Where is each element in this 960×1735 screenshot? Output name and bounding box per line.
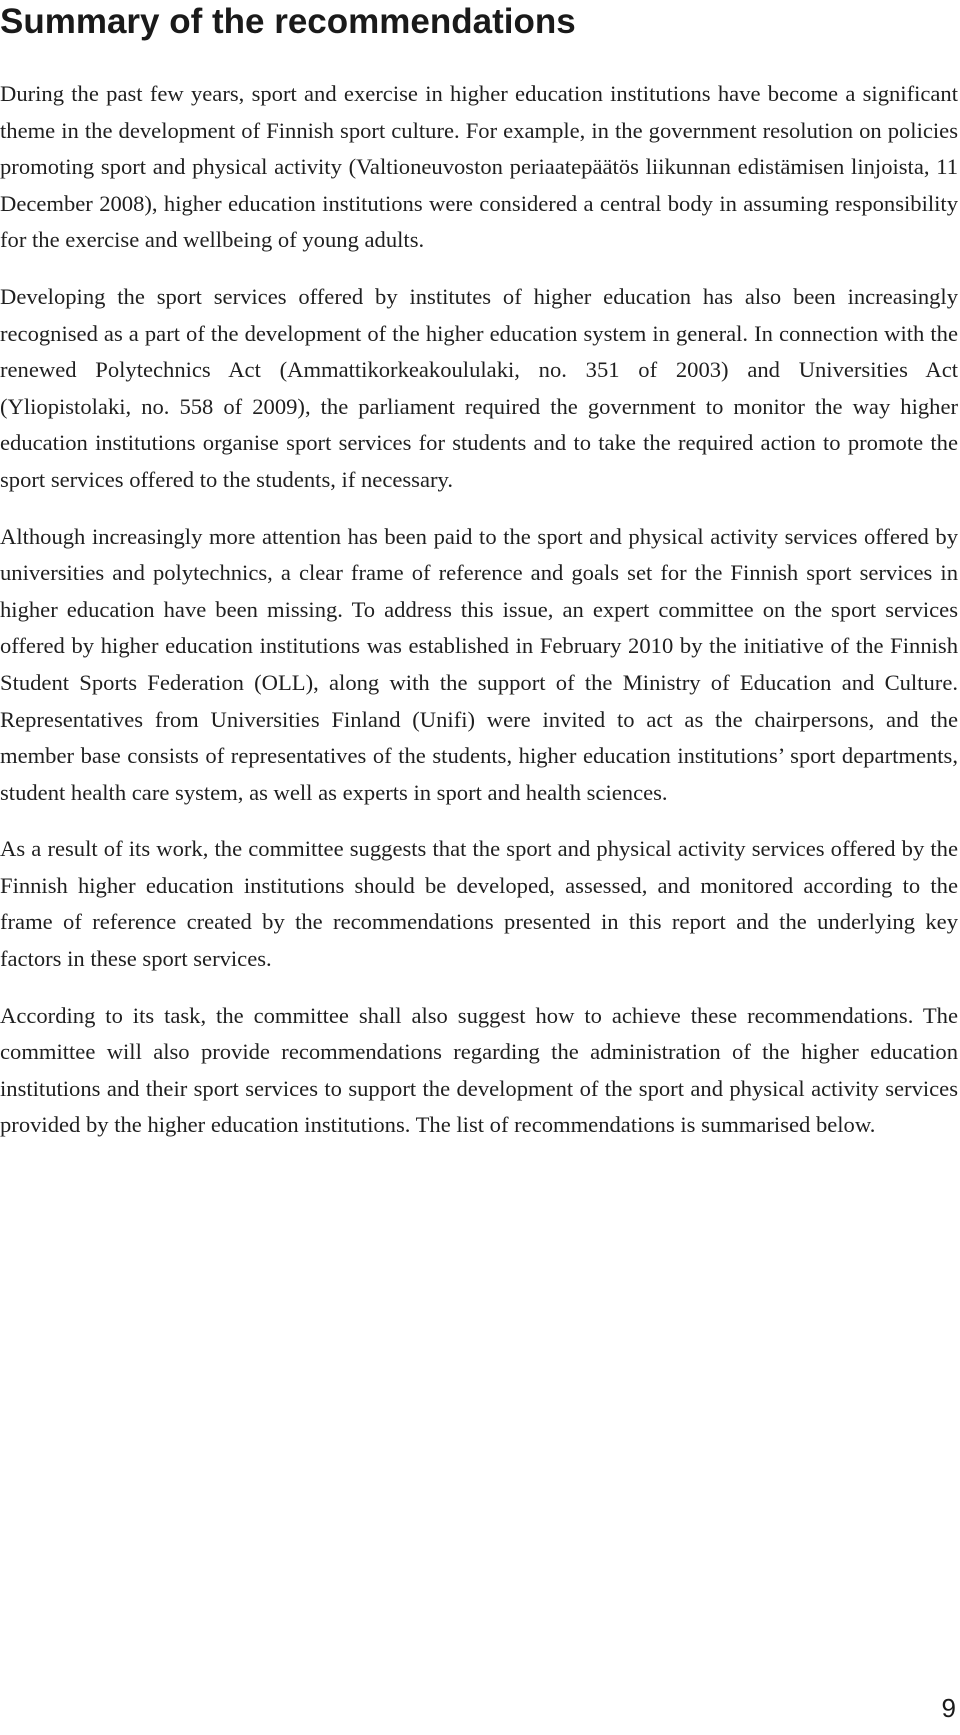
- paragraph: According to its task, the committee shall also suggest how to achieve these recommendations. The committee will also provide recommendations regarding the administration of the higher education institutions and their sport services to support the development of the sport and physical activity services provided by the higher education institutions. The list of recommendations is summarised below.: [0, 1002, 958, 1138]
- paragraph: As a result of its work, the committee suggests that the sport and physical activity services offered by the Finnish higher education institutions should be developed, assessed, and monitored according to the frame of reference created by the recommendations presented in this report and the underlying key factors in these sport services.: [0, 836, 958, 972]
- paragraph: Developing the sport services offered by institutes of higher education has also been increasingly recognised as a part of the development of the higher education system in general. In connection with the renewed Polytechnics Act (Ammattikorkeakoululaki, no. 351 of 2003) and Universities Act (Yliopistolaki, no. 558 of 2009), the parliament required the government to monitor the way higher education institutions organise sport services for students and to take the required action to promote the sport services offered to the students, if necessary.: [0, 283, 958, 492]
- body-text: [0, 76, 958, 1164]
- paragraph: During the past few years, sport and exercise in higher education institutions have become a significant theme in the development of Finnish sport culture. For example, in the government resolution on policies promoting sport and physical activity (Valtioneuvoston periaatepäätös liikunnan edistämisen linjoista, 11 December 2008), higher education institutions were considered a central body in assuming responsibility for the exercise and wellbeing of young adults.: [0, 81, 958, 253]
- page-number: 9: [941, 1693, 956, 1723]
- paragraph: Although increasingly more attention has been paid to the sport and physical activity services offered by universities and polytechnics, a clear frame of reference and goals set for the Finnish sport services in higher education have been missing. To address this issue, an expert committee on the sport services offered by higher education institutions was established in February 2010 by the initiative of the Finnish Student Sports Federation (OLL), along with the support of the Ministry of Education and Culture. Representatives from Universities Finland (Unifi) were invited to act as the chairpersons, and the member base consists of representatives of the students, higher education institutions’ sport departments, student health care system, as well as experts in sport and health sciences.: [0, 523, 958, 805]
- page-title: Summary of the recommendations: [0, 2, 576, 41]
